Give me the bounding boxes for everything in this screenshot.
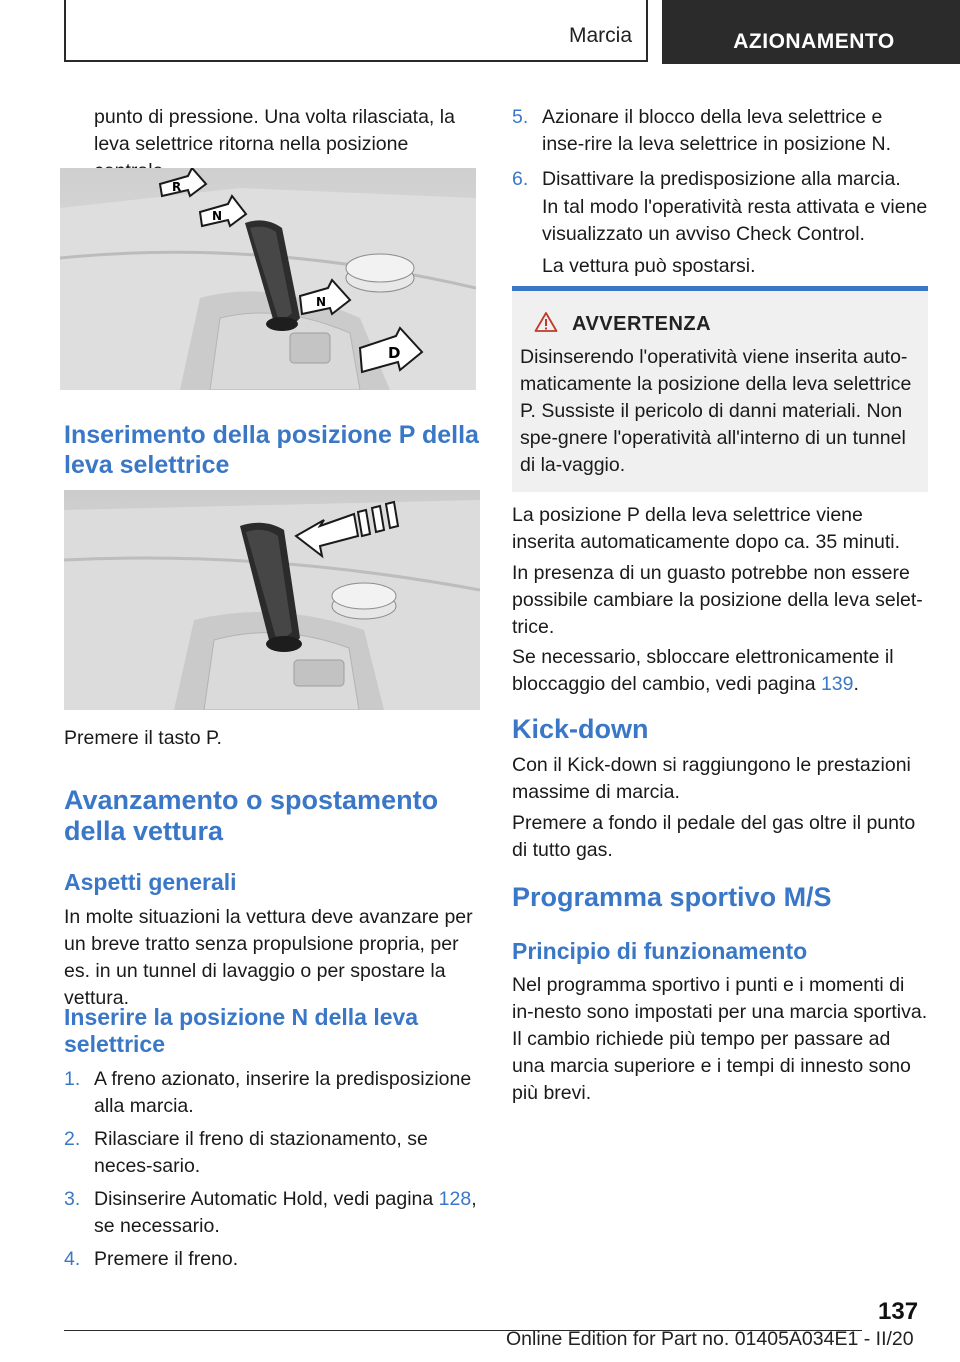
step-6-num: 6. [512,168,529,190]
step-4 [64,1246,480,1273]
shifter-image-n [60,168,476,390]
label-r: R [172,180,182,194]
heading-insert-n: Inserire la posizione N della leva selettrice [64,1004,419,1057]
step-3-text-after: , se necessario. [94,1188,477,1237]
page-number: 137 [878,1298,919,1325]
warning-triangle-icon [534,311,558,338]
auto-p-text: La posizione P della leva selettrice viene inserita automaticamente dopo ca. 35 minuti. [512,504,901,553]
heading-principle: Principio di funzionamento [512,938,808,964]
step-5-num: 5. [512,106,529,128]
heading-insert-p: Inserimento della posizione P della leva selettrice [64,421,479,479]
page-link-139[interactable]: 139 [820,673,854,695]
intro-text: punto di pressione. Una volta rilasciata, la leva selettrice ritorna nella posizione [94,106,455,155]
step-4-text: Premere il freno. [94,1248,239,1270]
step-3-text: Disinserire Automatic Hold, vedi pagina [94,1188,439,1210]
step-5-text: Azionare il blocco della leva selettrice e inse‐rire la leva selettrice in posizione N. [542,106,891,155]
principle-text: Nel programma sportivo i punti e i momenti di in‐nesto sono impostati per una marcia sportiva. Il cambio richiede più tempo per passare ad una marcia superiore e i tempi di innesto sono più brevi. [512,974,928,1104]
step-2-num: 2. [64,1128,81,1150]
header-chapter: AZIONAMENTO [662,0,960,64]
fault-text: In presenza di un guasto potrebbe non essere possibile cambiare la posizione della leva selet‐trice. [512,562,923,638]
heading-sport: Programma sportivo M/S [512,882,832,912]
unlock-text-after: . [853,673,859,695]
step-6 [512,166,928,193]
page-link-128[interactable]: 128 [438,1188,472,1210]
general-text: In molte situazioni la vettura deve avanzare per un breve tratto senza propulsione propria, per es. in un tunnel di lavaggio o per spostare la vettura. [64,906,473,1009]
header-section: Marcia [568,24,632,47]
step-1-text: A freno azionato, inserire la predisposizione alla marcia. [94,1068,472,1117]
heading-kickdown: Kick-down [512,714,649,744]
step-6-note-1: In tal modo l'operatività resta attivata e viene visualizzato un avviso Check Control. [542,196,928,245]
step-4-num: 4. [64,1248,81,1270]
press-p-text: Premere il tasto P. [64,727,222,749]
step-5 [512,104,928,158]
shifter-image-p [64,490,480,710]
step-6-note-2: La vettura può spostarsi. [542,255,756,277]
step-3 [64,1186,480,1240]
label-d: D [388,344,401,362]
warning-text: Disinserendo l'operatività viene inserita auto‐maticamente la posizione della leva selettrice P. Sussiste il pericolo di danni materiali. Non spe‐gnere l'operatività all'interno di un tunnel di la‐vaggio. [520,346,912,476]
label-n-lower: N [316,295,327,309]
warning-header [534,311,920,338]
steps-left [64,1066,480,1273]
unlock-text [512,644,928,698]
warning-box [512,286,928,492]
heading-general: Aspetti generali [64,869,237,895]
footer-edition: Online Edition for Part no. 01405A034E1 - II/20 [506,1328,914,1350]
heading-advance: Avanzamento o spostamento della vettura [64,785,439,846]
kickdown-text-1: Con il Kick-down si raggiungono le prestazioni massime di marcia. [512,754,911,803]
step-2-text: Rilasciare il freno di stazionamento, se neces‐sario. [94,1128,428,1177]
step-1-num: 1. [64,1068,81,1090]
label-n-upper: N [212,209,223,223]
kickdown-text-2: Premere a fondo il pedale del gas oltre il punto di tutto gas. [512,812,916,861]
warning-title: AVVERTENZA [572,313,712,335]
step-3-num: 3. [64,1188,81,1210]
header-frame [64,0,648,62]
step-2 [64,1126,480,1180]
unlock-text-before: Se necessario, sbloccare elettronicamente il bloccaggio del cambio, vedi pagina [512,646,894,695]
step-6-text: Disattivare la predisposizione alla marcia. [542,168,901,190]
steps-right [512,104,928,193]
step-1 [64,1066,480,1120]
